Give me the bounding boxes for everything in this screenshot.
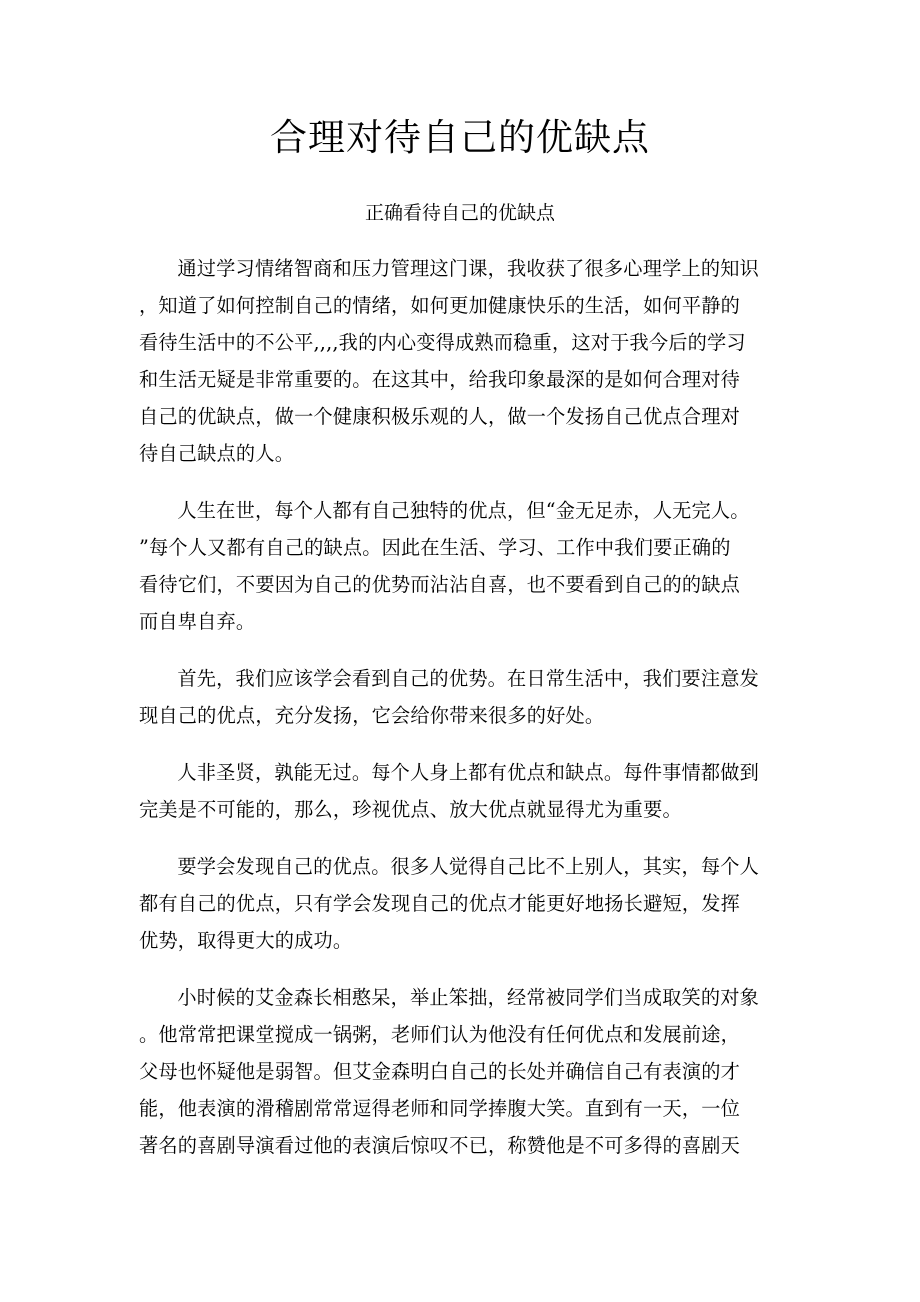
paragraph-line: 完美是不可能的，那么，珍视优点、放大优点就显得尤为重要。 <box>139 798 682 821</box>
paragraph-1 <box>139 250 784 472</box>
paragraph-4 <box>139 754 784 828</box>
paragraph-line: 小时候的艾金森长相憨呆，举止笨拙，经常被同学们当成取笑的对象 <box>177 986 760 1009</box>
document-title: 合理对待自己的优缺点 <box>270 116 650 159</box>
paragraph-line: 首先，我们应该学会看到自己的优势。在日常生活中，我们要注意发 <box>177 667 760 690</box>
paragraph-line: 父母也怀疑他是弱智。但艾金森明白自己的长处并确信自己有表演的才 <box>139 1060 741 1083</box>
paragraph-line: 要学会发现自己的优点。很多人觉得自己比不上别人，其实，每个人 <box>177 855 760 878</box>
document-body <box>139 250 784 1184</box>
paragraph-line: 通过学习情绪智商和压力管理这门课，我收获了很多心理学上的知识 <box>177 257 760 280</box>
paragraph-line: ，知道了如何控制自己的情绪，如何更加健康快乐的生活，如何平静的 <box>139 294 741 317</box>
paragraph-5 <box>139 848 784 959</box>
paragraph-line: 优势，取得更大的成功。 <box>139 929 353 952</box>
paragraph-line: 著名的喜剧导演看过他的表演后惊叹不已，称赞他是不可多得的喜剧天 <box>139 1134 741 1157</box>
paragraph-line: 。他常常把课堂搅成一锅粥，老师们认为他没有任何优点和发展前途， <box>139 1023 741 1046</box>
paragraph-line: 和生活无疑是非常重要的。在这其中，给我印象最深的是如何合理对待 <box>139 368 741 391</box>
paragraph-line: 自己的优缺点，做一个健康积极乐观的人，做一个发扬自己优点合理对 <box>139 405 741 428</box>
paragraph-line: 人非圣贤，孰能无过。每个人身上都有优点和缺点。每件事情都做到 <box>177 761 760 784</box>
paragraph-6 <box>139 979 784 1164</box>
paragraph-line: 看待生活中的不公平,,,,我的内心变得成熟而稳重，这对于我今后的学习 <box>139 331 746 354</box>
paragraph-line: 人生在世，每个人都有自己独特的优点，但“金无足赤，人无完人。 <box>177 499 750 522</box>
paragraph-line: 能，他表演的滑稽剧常常逗得老师和同学捧腹大笑。直到有一天，一位 <box>139 1097 741 1120</box>
paragraph-2 <box>139 492 784 640</box>
paragraph-line: ”每个人又都有自己的缺点。因此在生活、学习、工作中我们要正确的 <box>139 536 731 559</box>
paragraph-3 <box>139 660 784 734</box>
document-subtitle: 正确看待自己的优缺点 <box>364 202 555 224</box>
paragraph-line: 现自己的优点，充分发扬，它会给你带来很多的好处。 <box>139 704 605 727</box>
paragraph-line: 而自卑自弃。 <box>139 610 256 633</box>
paragraph-line: 看待它们，不要因为自己的优势而沾沾自喜，也不要看到自己的的缺点 <box>139 573 741 596</box>
paragraph-line: 待自己缺点的人。 <box>139 442 295 465</box>
paragraph-line: 都有自己的优点，只有学会发现自己的优点才能更好地扬长避短，发挥 <box>139 892 741 915</box>
